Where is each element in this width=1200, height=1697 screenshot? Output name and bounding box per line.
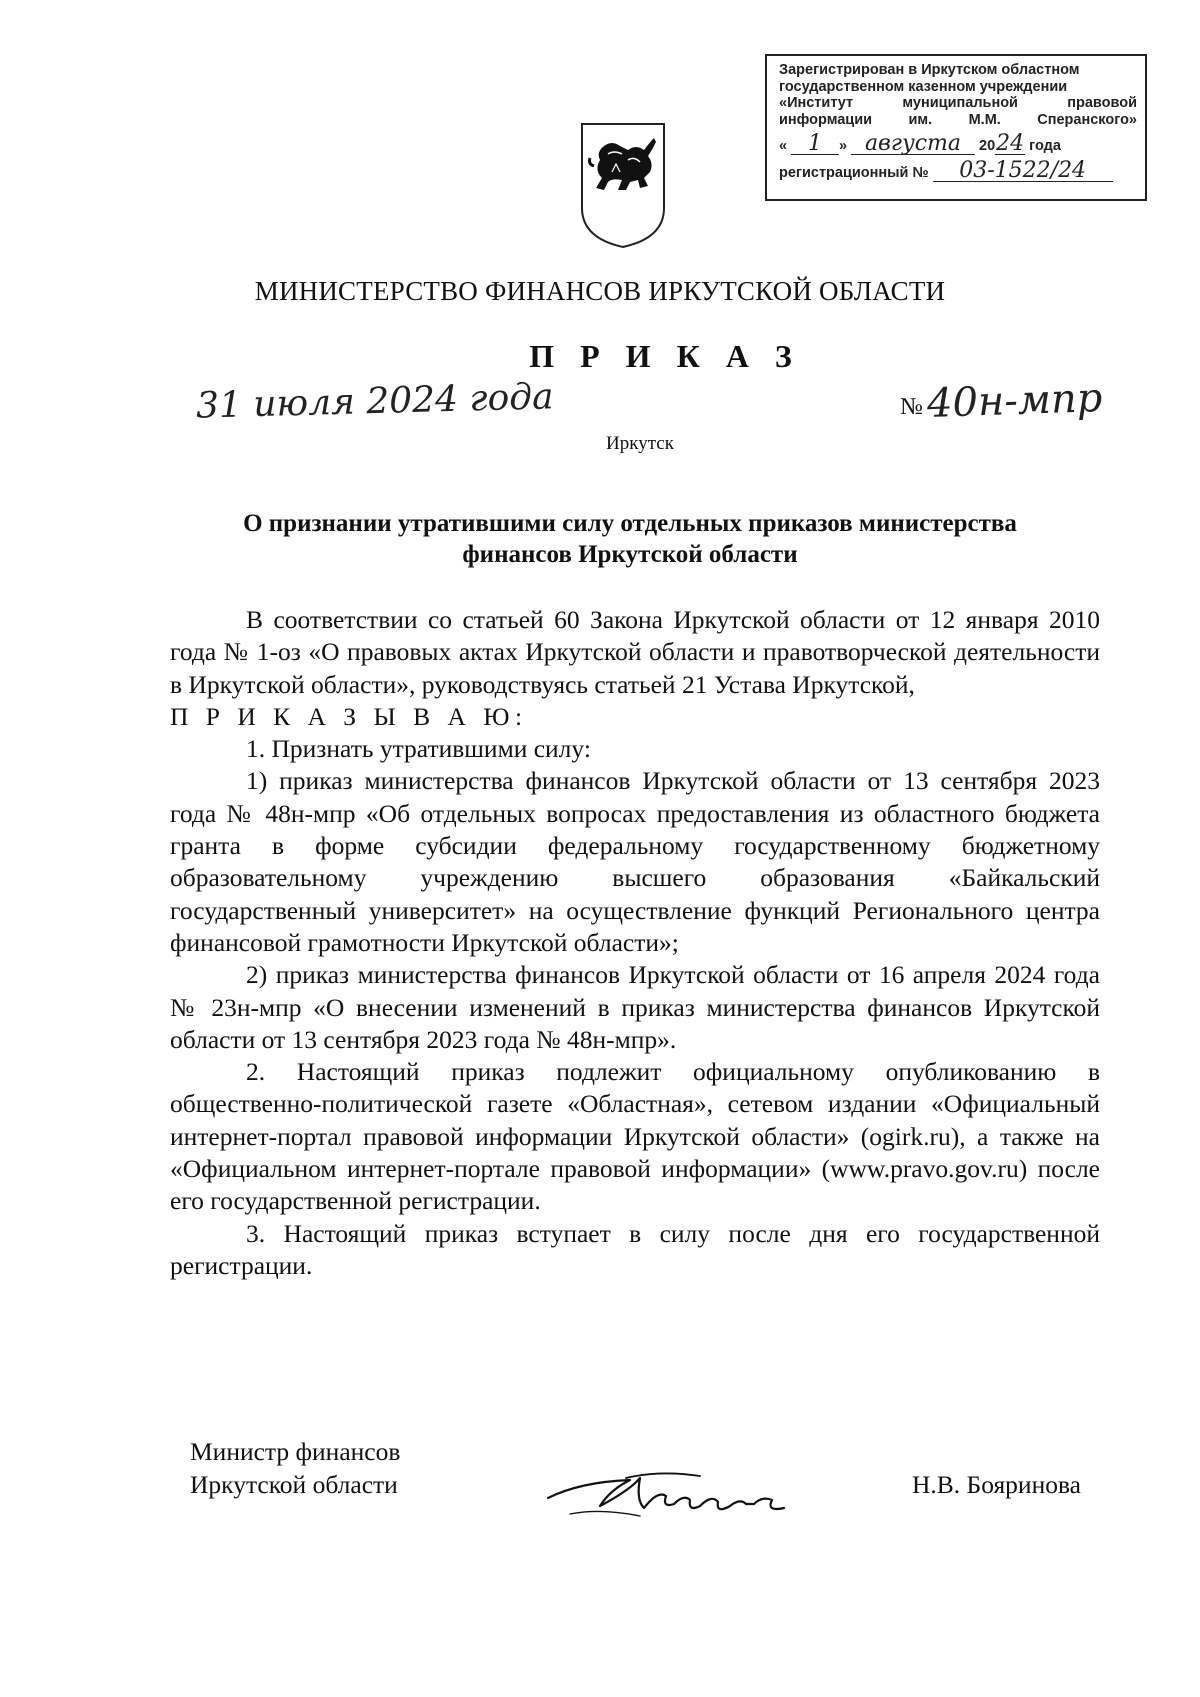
- stamp-registration: [779, 158, 1137, 184]
- document-body: [170, 604, 1100, 1282]
- preamble: В соответствии со статьей 60 Закона Иркутской области от 12 января 2010 года № 1-оз «О правовых актах Иркутской области и правотворческой деятельности в Иркутской области», руководствуясь статьей 21 Устава Иркутской,: [170, 605, 1100, 699]
- title-line-1: О признании утратившими силу отдельных приказов министерства: [243, 510, 1017, 537]
- stamp-reg-number: 03-1522/24: [933, 161, 1113, 182]
- order-number: [900, 374, 1103, 428]
- order-date: 31 июля 2024 года: [195, 376, 555, 427]
- position-line-1: Министр финансов: [190, 1437, 401, 1466]
- signatory-name: Н.В. Бояринова: [912, 1470, 1081, 1499]
- title-line-2: финансов Иркутской области: [462, 541, 798, 568]
- item-3: 3. Настоящий приказ вступает в силу после дня его государственной регистрации.: [170, 1218, 1100, 1280]
- signatory-position: [190, 1435, 400, 1501]
- stamp-date: « 1 » августа 20 24 года: [779, 131, 1061, 157]
- number-handwritten: 40н-мпр: [926, 374, 1103, 428]
- coat-of-arms-emblem: [578, 120, 668, 250]
- stamp-line-3: «Институт муниципальной правовой: [779, 95, 1137, 112]
- stamp-year-suffix: 24: [996, 131, 1025, 157]
- item-1-2: 2) приказ министерства финансов Иркутской области от 16 апреля 2024 года № 23н-мпр «О внесении изменений в приказ министерства финансов Иркутской области от 13 сентября 2023 года № 48н-мпр».: [170, 960, 1100, 1054]
- stamp-line-1: Зарегистрирован в Иркутском областном: [779, 62, 1080, 78]
- handwritten-signature: [540, 1420, 800, 1530]
- stamp-line-4: информации им. М.М. Сперанского»: [779, 111, 1137, 128]
- stamp-year-prefix: 20: [979, 138, 996, 155]
- city: Иркутск: [606, 433, 674, 454]
- stamp-reg-label: регистрационный №: [779, 165, 929, 182]
- registration-stamp: [765, 54, 1147, 201]
- position-line-2: Иркутской области: [190, 1470, 398, 1499]
- stamp-year-word: года: [1029, 138, 1061, 155]
- document-title: [160, 508, 1100, 570]
- number-label: №: [900, 394, 923, 420]
- order-word: П Р И К А З Ы В А Ю:: [170, 701, 528, 731]
- item-1-1: 1) приказ министерства финансов Иркутской области от 13 сентября 2023 года № 48н-мпр «Об отдельных вопросах предоставления из областного бюджета гранта в форме субсидии федеральному государственному бюджетному образовательному учреждению высшего образования «Байкальский государственный университет» на осуществление функций Регионального центра финансовой грамотности Иркутской области»;: [170, 766, 1100, 957]
- stamp-line-2: государственном казенном учреждении: [779, 78, 1068, 95]
- document-type: П Р И К А З: [529, 338, 801, 374]
- ministry-name: МИНИСТЕРСТВО ФИНАНСОВ ИРКУТСКОЙ ОБЛАСТИ: [254, 276, 946, 306]
- stamp-month: августа: [851, 134, 975, 155]
- stamp-day: 1: [791, 134, 839, 155]
- item-1: 1. Признать утратившими силу:: [246, 734, 591, 764]
- item-2: 2. Настоящий приказ подлежит официальному опубликованию в общественно-политической газете «Областная», сетевом издании «Официальный интернет-портал правовой информации Иркутской области» (ogirk.ru), а также на «Официальном интернет-портале правовой информации» (www.pravo.gov.ru) после его государственной регистрации.: [170, 1057, 1100, 1216]
